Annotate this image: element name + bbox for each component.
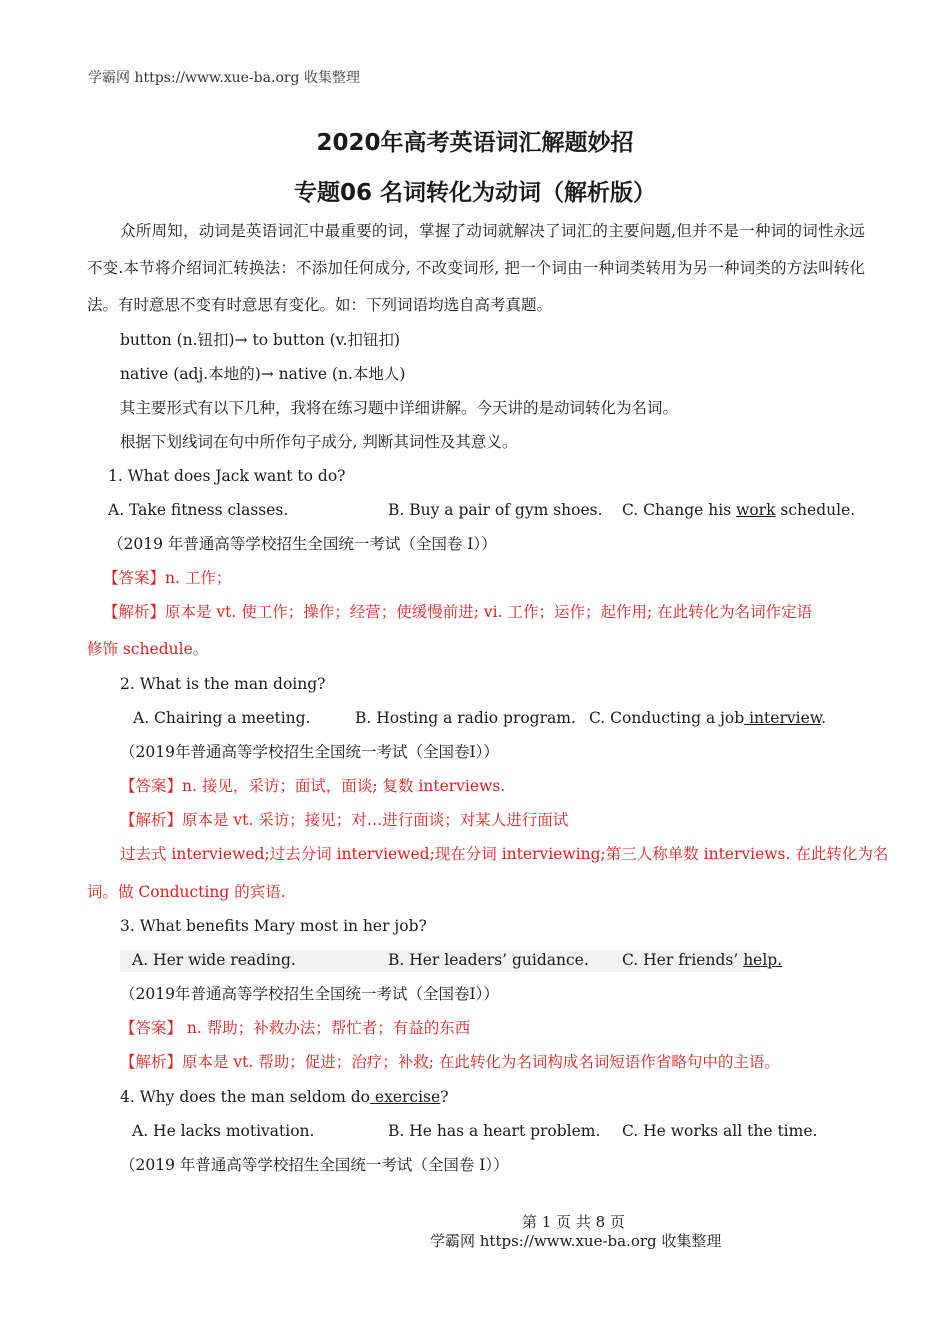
q3-option-b: B. Her leaders’ guidance.: [388, 951, 589, 969]
q2-analysis-line-2: 过去式 interviewed;过去分词 interviewed;现在分词 interviewing;第三人称单数 interviews. 在此转化为名: [120, 845, 889, 863]
page-footer: 学霸网 https://www.xue-ba.org 收集整理: [430, 1232, 722, 1250]
q4-source: （2019 年普通高等学校招生全国统一考试（全国卷 I））: [120, 1156, 509, 1174]
q3-answer: 【答案】 n. 帮助；补救办法；帮忙者；有益的东西: [120, 1019, 471, 1037]
page-number: 第 1 页 共 8 页: [522, 1213, 625, 1231]
q2-answer: 【答案】n. 接见，采访；面试，面谈; 复数 interviews.: [120, 777, 506, 795]
q1-option-c: C. Change his work schedule.: [622, 501, 856, 519]
q1-analysis-line-1: 【解析】原本是 vt. 使工作；操作；经营；使缓慢前进; vi. 工作；运作；起作用; 在此转化为名词作定语: [103, 603, 813, 621]
task-instruction: 根据下划线词在句中所作句子成分, 判断其词性及其意义。: [120, 433, 518, 451]
question-2: 2. What is the man doing?: [120, 675, 326, 693]
example-line-2: native (adj.本地的)→ native (n.本地人): [120, 365, 406, 383]
q1-option-b: B. Buy a pair of gym shoes.: [388, 501, 603, 519]
q3-option-c: C. Her friends’ help.: [622, 951, 783, 969]
q3-analysis: 【解析】原本是 vt. 帮助；促进；治疗；补救; 在此转化为名词构成名词短语作省略句中的主语。: [120, 1053, 780, 1071]
q2-option-b: B. Hosting a radio program.: [355, 709, 576, 727]
question-3: 3. What benefits Mary most in her job?: [120, 917, 427, 935]
underlined-word: interview: [744, 709, 822, 727]
q2-option-a: A. Chairing a meeting.: [133, 709, 311, 727]
underlined-word: work: [736, 501, 776, 519]
page-header: 学霸网 https://www.xue-ba.org 收集整理: [88, 70, 360, 86]
underlined-word: exercise: [370, 1088, 441, 1106]
form-description: 其主要形式有以下几种，我将在练习题中详细讲解。今天讲的是动词转化为名词。: [120, 399, 679, 417]
q1-option-a: A. Take fitness classes.: [108, 501, 289, 519]
document-title: 2020年高考英语词汇解题妙招: [316, 130, 634, 156]
q1-source: （2019 年普通高等学校招生全国统一考试（全国卷 I））: [108, 535, 497, 553]
question-1: 1. What does Jack want to do?: [108, 467, 346, 485]
q4-option-a: A. He lacks motivation.: [132, 1122, 315, 1140]
q3-source: （2019年普通高等学校招生全国统一考试（全国卷I））: [120, 985, 499, 1003]
q1-answer: 【答案】n. 工作；: [103, 569, 232, 587]
q2-option-c: C. Conducting a job interview.: [589, 709, 827, 727]
q2-analysis-line-3: 词。做 Conducting 的宾语.: [87, 883, 286, 901]
q4-option-b: B. He has a heart problem.: [388, 1122, 601, 1140]
q2-analysis-line-1: 【解析】原本是 vt. 采访；接见；对…进行面谈；对某人进行面试: [120, 811, 569, 829]
q1-analysis-line-2: 修饰 schedule。: [87, 640, 209, 658]
intro-paragraph: 众所周知，动词是英语词汇中最重要的词，掌握了动词就解决了词汇的主要问题,但并不是一种词的词性永远不变.本节将介绍词汇转换法：不添加任何成分, 不改变词形, 把一个词由一种词类转用为另一种词类的方法叫转化法。有时意思不变有时意思有变化。如：下列词语均选自高考真题。: [87, 222, 865, 314]
q2-source: （2019年普通高等学校招生全国统一考试（全国卷I））: [120, 743, 499, 761]
q3-option-a: A. Her wide reading.: [132, 951, 296, 969]
underlined-word: help.: [743, 951, 783, 969]
document-subtitle: 专题06 名词转化为动词（解析版）: [293, 180, 656, 206]
q4-option-c: C. He works all the time.: [622, 1122, 818, 1140]
question-4: 4. Why does the man seldom do exercise?: [120, 1088, 449, 1106]
example-line-1: button (n.钮扣)→ to button (v.扣钮扣): [120, 331, 401, 349]
